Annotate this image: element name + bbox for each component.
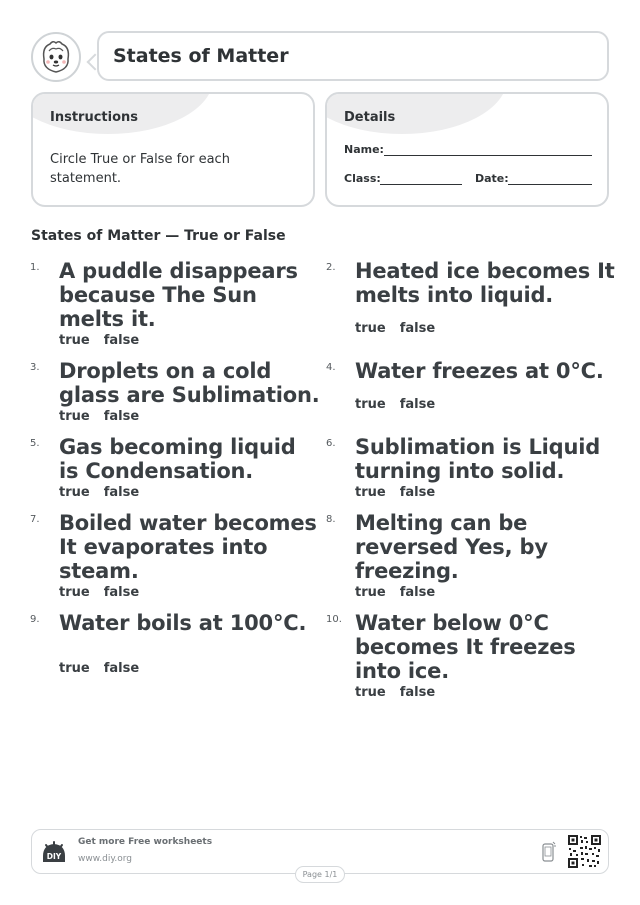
question-line: melts into liquid. (355, 283, 554, 307)
question-line: It evaporates into (59, 535, 268, 559)
false-option[interactable]: false (399, 485, 436, 500)
question-line: steam. (59, 559, 139, 583)
answer-options (355, 321, 435, 336)
phone-icon (542, 841, 556, 863)
answer-options (355, 685, 435, 700)
false-option[interactable]: false (399, 685, 436, 700)
question-line: is Condensation. (59, 459, 254, 483)
false-option[interactable]: false (103, 409, 140, 424)
question-line: A puddle disappears (59, 259, 298, 283)
qr-code-icon[interactable] (568, 835, 601, 868)
question-line: melts it. (59, 307, 156, 331)
true-option[interactable]: true (59, 485, 90, 500)
question-line: becomes It freezes (355, 635, 576, 659)
question-line: Gas becoming liquid (59, 435, 296, 459)
true-option[interactable]: true (355, 397, 386, 412)
question-number: 7. (30, 514, 40, 525)
title-bubble (97, 31, 609, 81)
question-text (355, 259, 615, 307)
question-line: freezing. (355, 559, 459, 583)
answer-options (59, 585, 139, 600)
question-number: 1. (30, 262, 40, 273)
question-line: Water boils at 100°C. (59, 611, 307, 635)
question-line: because The Sun (59, 283, 257, 307)
answer-options (59, 333, 139, 348)
question-text (355, 511, 548, 583)
answer-options (355, 585, 435, 600)
page-title: States of Matter (113, 45, 289, 67)
question-text (59, 511, 317, 583)
true-option[interactable]: true (355, 685, 386, 700)
false-option[interactable]: false (399, 585, 436, 600)
details-card (325, 92, 609, 207)
true-option[interactable]: true (59, 333, 90, 348)
diy-logo-text: DIY (46, 852, 62, 861)
question-line: reversed Yes, by (355, 535, 548, 559)
false-option[interactable]: false (103, 585, 140, 600)
instructions-card (31, 92, 315, 207)
question-number: 6. (326, 438, 336, 449)
question-line: into ice. (355, 659, 449, 683)
question-number: 2. (326, 262, 336, 273)
question-line: Boiled water becomes (59, 511, 317, 535)
question-line: Melting can be (355, 511, 528, 535)
question-text (355, 611, 576, 683)
question-number: 8. (326, 514, 336, 525)
class-field[interactable] (380, 184, 462, 185)
details-heading: Details (344, 110, 396, 125)
question-text (59, 611, 306, 635)
false-option[interactable]: false (103, 333, 140, 348)
false-option[interactable]: false (399, 397, 436, 412)
instructions-heading: Instructions (50, 110, 139, 125)
date-label: Date: (475, 172, 509, 185)
answer-options (59, 409, 139, 424)
question-text (59, 359, 320, 407)
question-number: 5. (30, 438, 40, 449)
true-option[interactable]: true (355, 585, 386, 600)
true-option[interactable]: true (59, 661, 90, 676)
question-line: Sublimation is Liquid (355, 435, 601, 459)
false-option[interactable]: false (103, 485, 140, 500)
question-number: 3. (30, 362, 40, 373)
question-line: Water below 0°C (355, 611, 549, 635)
true-option[interactable]: true (59, 409, 90, 424)
name-label: Name: (344, 143, 384, 156)
answer-options (59, 485, 139, 500)
question-number: 9. (30, 614, 40, 625)
answer-options (59, 661, 139, 676)
page-indicator: Page 1/1 (295, 866, 345, 883)
footer-promo-text: Get more Free worksheets (78, 837, 213, 847)
question-text (59, 259, 298, 331)
question-line: Droplets on a cold (59, 359, 272, 383)
question-number: 10. (326, 614, 342, 625)
true-option[interactable]: true (355, 321, 386, 336)
answer-options (355, 485, 435, 500)
question-line: Water freezes at 0°C. (355, 359, 604, 383)
class-label: Class: (344, 172, 381, 185)
name-field[interactable] (384, 155, 592, 156)
mascot-avatar (31, 32, 81, 82)
question-line: turning into solid. (355, 459, 565, 483)
answer-options (355, 397, 435, 412)
yeti-mascot-icon (36, 37, 76, 77)
question-text (355, 359, 604, 383)
instructions-text: Circle True or False for each statement. (50, 152, 230, 186)
question-text (355, 435, 600, 483)
question-line: glass are Sublimation. (59, 383, 320, 407)
question-line: Heated ice becomes It (355, 259, 615, 283)
true-option[interactable]: true (355, 485, 386, 500)
false-option[interactable]: false (399, 321, 436, 336)
section-title: States of Matter — True or False (31, 228, 286, 244)
true-option[interactable]: true (59, 585, 90, 600)
date-field[interactable] (508, 184, 592, 185)
question-text (59, 435, 296, 483)
diy-logo-icon (41, 840, 67, 866)
question-number: 4. (326, 362, 336, 373)
footer-url[interactable]: www.diy.org (78, 854, 132, 864)
false-option[interactable]: false (103, 661, 140, 676)
